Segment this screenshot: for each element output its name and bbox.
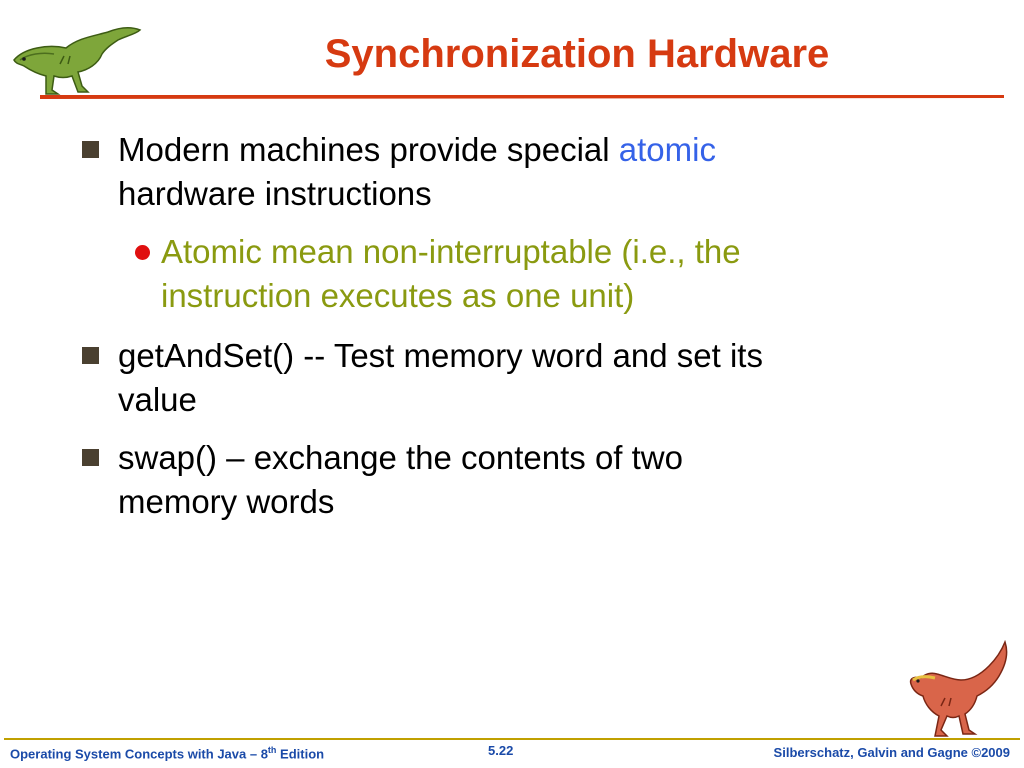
footer-title-text: Operating System Concepts with Java – 8 <box>10 746 268 762</box>
slide-title: Synchronization Hardware <box>324 32 830 76</box>
footer-book-title <box>10 745 324 761</box>
sub-bullet-line: Atomic mean non-interruptable (i.e., the <box>161 233 741 270</box>
bullet-text: Modern machines provide special <box>118 131 619 168</box>
dinosaur-mascot-icon <box>905 640 1015 740</box>
square-bullet-icon <box>82 141 99 158</box>
footer-divider <box>4 738 1020 740</box>
title-underline <box>40 90 1004 102</box>
footer-title-edition: Edition <box>276 746 325 762</box>
bullet-item <box>80 128 980 216</box>
page-number: 5.22 <box>488 743 514 758</box>
dinosaur-logo-icon <box>8 18 144 98</box>
bullet-line: memory words <box>118 483 335 520</box>
bullet-item <box>80 436 980 524</box>
bullet-line: swap() – exchange the contents of two <box>118 439 683 476</box>
square-bullet-icon <box>82 449 99 466</box>
sub-bullet-item <box>80 230 980 318</box>
sub-bullet-line: instruction executes as one unit) <box>161 277 635 314</box>
bullet-list <box>80 128 980 538</box>
bullet-line: value <box>118 381 197 418</box>
bullet-line: getAndSet() -- Test memory word and set its <box>118 337 763 374</box>
round-bullet-icon <box>135 245 150 260</box>
footer-copyright: Silberschatz, Galvin and Gagne ©2009 <box>773 745 1010 760</box>
bullet-item <box>80 334 980 422</box>
footer-title-superscript: th <box>267 745 277 755</box>
square-bullet-icon <box>82 347 99 364</box>
bullet-line <box>118 128 980 172</box>
highlighted-term: atomic <box>618 131 716 168</box>
bullet-line: hardware instructions <box>118 175 432 212</box>
